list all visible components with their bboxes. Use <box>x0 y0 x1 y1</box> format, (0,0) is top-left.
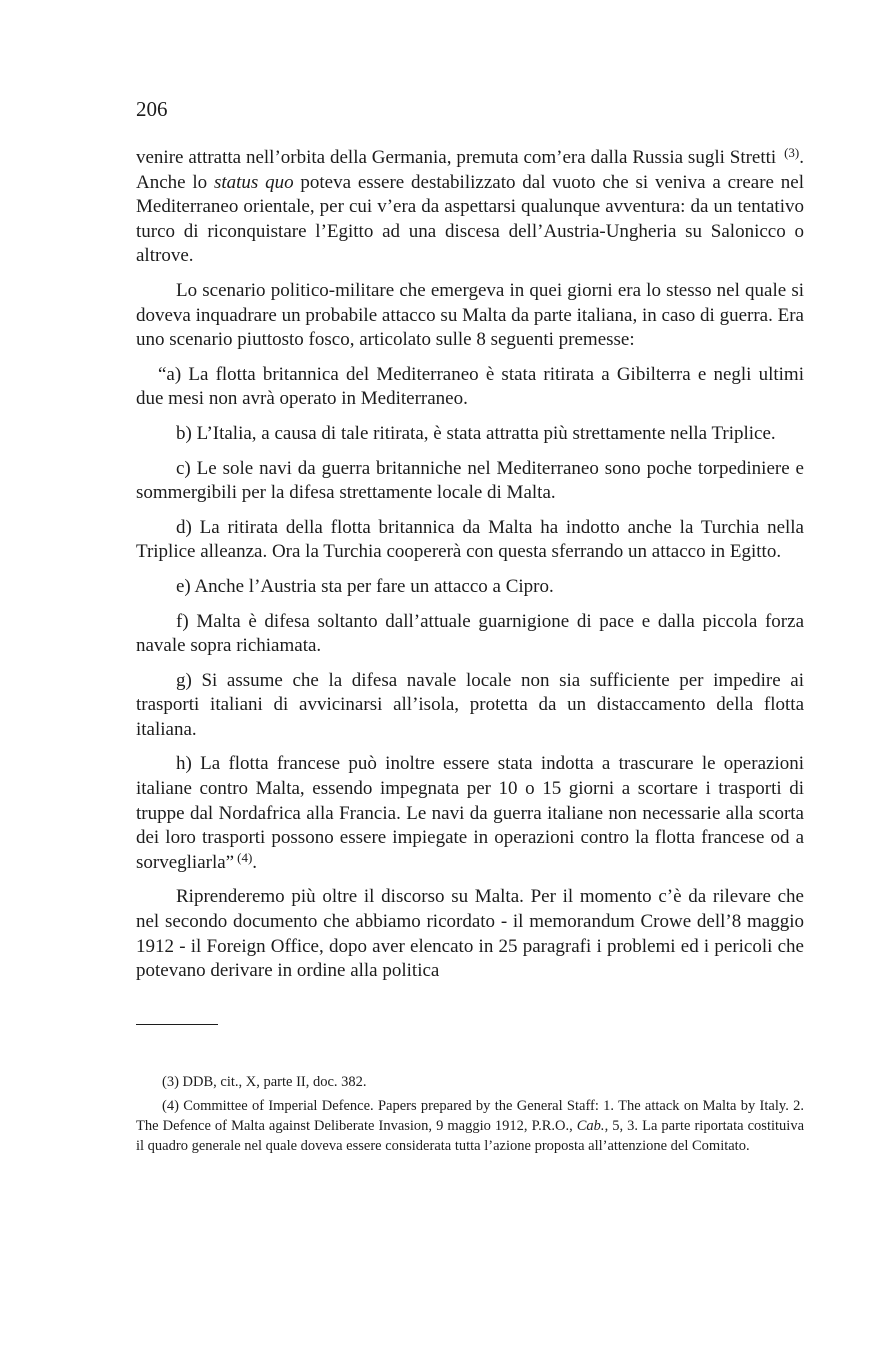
premise-h <box>136 752 804 875</box>
paragraph-text: . Anche lo <box>136 147 804 193</box>
paragraph-scenario: Lo scenario politico-militare che emergeva in quei giorni era lo stesso nel quale si doveva inquadrare un probabile attacco su Malta da parte italiana, in caso di guerra. Era uno scenario piuttosto fosco, articolato sulle 8 seguenti premesse: <box>136 279 804 351</box>
footnote-ref-4: (4) <box>237 849 253 865</box>
premise-b: b) L’Italia, a causa di tale ritirata, è stata attratta più strettamente nella Triplice. <box>176 422 776 444</box>
premise-d: d) La ritirata della flotta britannica da Malta ha indotto anche la Turchia nella Triplice alleanza. Ora la Turchia coopererà con questa sferrando un attacco in Egitto. <box>136 516 804 563</box>
premise-h-end: . <box>252 851 258 873</box>
premise-c: c) Le sole navi da guerra britanniche nel Mediterraneo sono poche torpediniere e sommergibili per la difesa strettamente locale di Malta. <box>136 457 804 504</box>
paragraph-text: poteva essere destabilizzato dal vuoto che si veniva a creare nel Mediterraneo orientale, per cui v’era da aspettarsi qualunque avventura: da un tentativo turco di riconquistare l’Egitto ad una discesa dell’Austria-Ungheria su Salonicco o altrove. <box>136 171 804 267</box>
main-text <box>136 146 804 994</box>
paragraph-text: venire attratta nell’orbita della Germania, premuta com’era dalla Russia sugli Stretti <box>136 147 782 168</box>
footnote-ref-3: (3) <box>784 145 800 160</box>
premise-e: e) Anche l’Austria sta per fare un attacco a Cipro. <box>176 575 554 597</box>
footnote-3: (3) DDB, cit., X, parte II, doc. 382. <box>162 1074 367 1090</box>
premise-h-text: h) La flotta francese può inoltre essere stata indotta a trascurare le operazioni italiane contro Malta, essendo impegnata per 10 o 15 giorni a scortare i trasporti di truppe dal Nordafrica alla Francia. Le navi da guerra italiane non necessarie alla scorta dei loro trasporti possono essere impiegate in operazioni contro la flotta francese od a sorvegliarla” <box>136 753 804 873</box>
footnote-4 <box>136 1096 804 1156</box>
paragraph-continuation <box>136 146 804 269</box>
italic-term: status quo <box>213 171 294 193</box>
page-number: 206 <box>136 97 168 121</box>
footnote-text: , 5, 3. La parte riportata costituiva il quadro generale nel quale doveva essere considerata tutta l’azione proposta all’attenzione del Comitato. <box>136 1118 805 1154</box>
premise-f: f) Malta è difesa soltanto dall’attuale guarnigione di pace e dalla piccola forza navale sopra richiamata. <box>136 610 804 657</box>
footnotes <box>136 1072 804 1160</box>
footnote-separator <box>136 1024 218 1025</box>
premise-a: “a) La flotta britannica del Mediterraneo è stata ritirata a Gibilterra e negli ultimi due mesi non avrà operato in Mediterraneo. <box>136 363 804 410</box>
footnote-text: (4) Committee of Imperial Defence. Papers prepared by the General Staff: 1. The attack on Malta by Italy. 2. The Defence of Malta against Deliberate Invasion, 9 maggio 1912, P.R.O., <box>136 1098 804 1134</box>
premise-g: g) Si assume che la difesa navale locale non sia sufficiente per impedire ai trasporti italiani di avvicinarsi all’isola, protetta da un distaccamento della flotta italiana. <box>136 669 804 740</box>
paragraph-malta: Riprenderemo più oltre il discorso su Malta. Per il momento c’è da rilevare che nel secondo documento che abbiamo ricordato - il memorandum Crowe dell’8 maggio 1912 - il Foreign Office, dopo aver elencato in 25 paragrafi i problemi ed i pericoli che potevano derivare in ordine alla politica <box>136 886 804 982</box>
italic-term: Cab. <box>576 1118 605 1134</box>
